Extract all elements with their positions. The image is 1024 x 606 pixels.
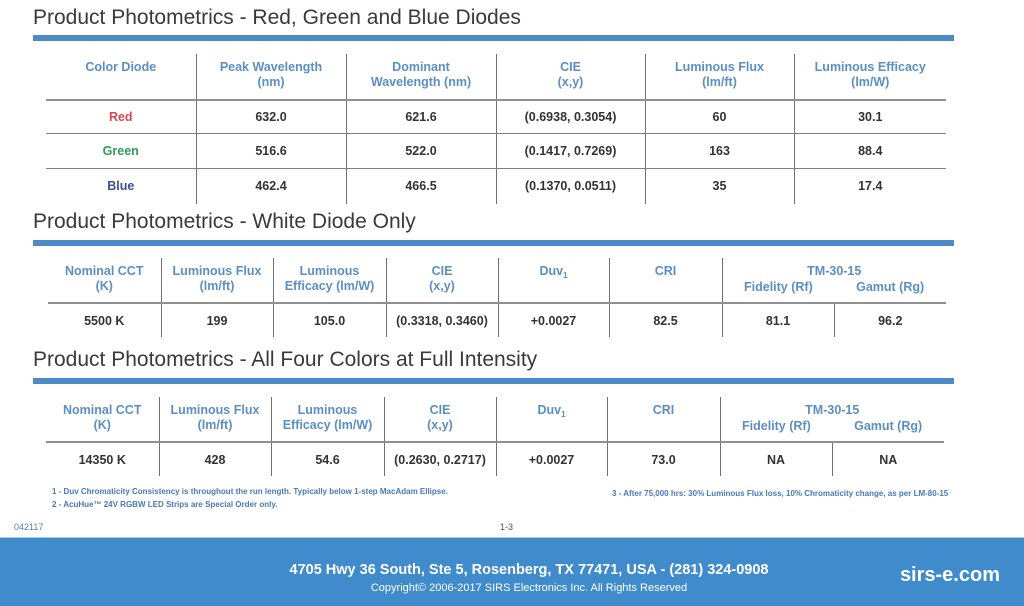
- col-header-fidelity: Fidelity (Rf): [744, 280, 813, 294]
- duv-value: +0.0027: [498, 303, 609, 337]
- dominant-wavelength: 466.5: [346, 168, 496, 204]
- col-header-nominal-cct: Nominal CCT (K): [46, 397, 159, 442]
- footnote-3: 3 - After 75,000 hrs: 30% Luminous Flux loss, 10% Chromaticity change, as per LM-80-15: [612, 489, 949, 498]
- col-header-luminous-flux: Luminous Flux (lm/ft): [645, 54, 794, 100]
- col-header-fidelity: Fidelity (Rf): [742, 419, 811, 433]
- diode-name: Red: [46, 100, 196, 133]
- page-number: 1-3: [500, 522, 514, 532]
- col-header-cie: CIE (x,y): [496, 54, 645, 100]
- table-row-red: [46, 100, 946, 133]
- page-footer: [0, 538, 1024, 606]
- peak-wavelength: 462.4: [196, 168, 346, 204]
- cri-value: 73.0: [607, 442, 720, 476]
- luminous-flux: 199: [161, 303, 273, 337]
- col-header-duv: Duv$_1$: [496, 397, 607, 442]
- company-address: 4705 Hwy 36 South, Ste 5, Rosenberg, TX 77471, USA - (281) 324-0908: [289, 562, 769, 578]
- footnote-2: 2 - AcuHue™ 24V RGBW LED Strips are Special Order only.: [52, 500, 278, 509]
- col-header-duv: Duv$_1$: [498, 258, 609, 303]
- col-header-luminous-efficacy: Luminous Efficacy (lm/W): [794, 54, 946, 100]
- col-header-peak-wavelength: Peak Wavelength (nm): [196, 54, 346, 100]
- cie-value: (0.2630, 0.2717): [384, 442, 496, 476]
- cie-value: (0.6938, 0.3054): [496, 100, 645, 133]
- luminous-efficacy: 17.4: [794, 168, 946, 204]
- col-header-cri: CRI: [607, 397, 720, 442]
- col-header-tm-30-15: TM-30-15 Fidelity (Rf) Gamut (Rg): [720, 397, 944, 442]
- fidelity-value: NA: [720, 442, 832, 476]
- col-header-nominal-cct: Nominal CCT (K): [48, 258, 161, 303]
- cie-value: (0.1370, 0.0511): [496, 168, 645, 204]
- diode-name: Green: [46, 133, 196, 168]
- title-divider-all-four: [33, 378, 954, 384]
- col-header-cie: CIE (x,y): [384, 397, 496, 442]
- luminous-flux: 163: [645, 133, 794, 168]
- title-divider-rgb: [33, 35, 954, 41]
- table-row-all-four: [46, 442, 944, 476]
- peak-wavelength: 632.0: [196, 100, 346, 133]
- luminous-efficacy: 54.6: [271, 442, 384, 476]
- luminous-flux: 428: [159, 442, 271, 476]
- table-row-green: [46, 133, 946, 168]
- col-header-color-diode: Color Diode: [46, 54, 196, 100]
- col-header-cri: CRI: [609, 258, 722, 303]
- col-header-luminous-efficacy: Luminous Efficacy (lm/W): [273, 258, 386, 303]
- col-header-gamut: Gamut (Rg): [854, 419, 923, 433]
- copyright-notice: Copyright© 2006-2017 SIRS Electronics Inc. All Rights Reserved: [370, 582, 688, 594]
- luminous-efficacy: 105.0: [273, 303, 386, 337]
- col-header-tm-30-15: TM-30-15 Fidelity (Rf) Gamut (Rg): [722, 258, 946, 303]
- section-title-all-four: Product Photometrics - All Four Colors at Full Intensity: [33, 348, 538, 371]
- gamut-value: 96.2: [834, 303, 946, 337]
- dominant-wavelength: 522.0: [346, 133, 496, 168]
- section-title-white: Product Photometrics - White Diode Only: [33, 210, 416, 233]
- col-header-luminous-efficacy: Luminous Efficacy (lm/W): [271, 397, 384, 442]
- website-link[interactable]: sirs-e.com: [899, 564, 1000, 586]
- document-code: 042117: [14, 522, 44, 532]
- cie-value: (0.3318, 0.3460): [386, 303, 498, 337]
- nominal-cct: 14350 K: [78, 452, 126, 467]
- col-header-luminous-flux: Luminous Flux (lm/ft): [159, 397, 271, 442]
- table-row-blue: [46, 168, 946, 204]
- gamut-value: NA: [832, 442, 944, 476]
- dominant-wavelength: 621.6: [346, 100, 496, 133]
- footnote-1: 1 - Duv Chromaticity Consistency is throughout the run length. Typically below 1-step MacAdam Ellipse.: [52, 487, 448, 496]
- luminous-efficacy: 30.1: [794, 100, 946, 133]
- nominal-cct: 5500 K: [84, 313, 125, 328]
- cri-value: 82.5: [609, 303, 722, 337]
- luminous-flux: 60: [645, 100, 794, 133]
- cie-value: (0.1417, 0.7269): [496, 133, 645, 168]
- diode-name: Blue: [107, 179, 135, 194]
- duv-value: +0.0027: [496, 442, 607, 476]
- all-four-photometrics-table: [46, 397, 944, 476]
- white-photometrics-table: [48, 258, 946, 337]
- col-header-gamut: Gamut (Rg): [856, 280, 925, 294]
- col-header-cie: CIE (x,y): [386, 258, 498, 303]
- luminous-efficacy: 88.4: [794, 133, 946, 168]
- peak-wavelength: 516.6: [196, 133, 346, 168]
- rgb-photometrics-table: [46, 54, 946, 204]
- section-title-rgb: Product Photometrics - Red, Green and Blue Diodes: [33, 6, 521, 29]
- title-divider-white: [33, 240, 954, 246]
- luminous-flux: 35: [645, 168, 794, 204]
- col-header-luminous-flux: Luminous Flux (lm/ft): [161, 258, 273, 303]
- col-header-dominant-wavelength: Dominant Wavelength (nm): [346, 54, 496, 100]
- table-row-white: [48, 303, 946, 337]
- fidelity-value: 81.1: [722, 303, 834, 337]
